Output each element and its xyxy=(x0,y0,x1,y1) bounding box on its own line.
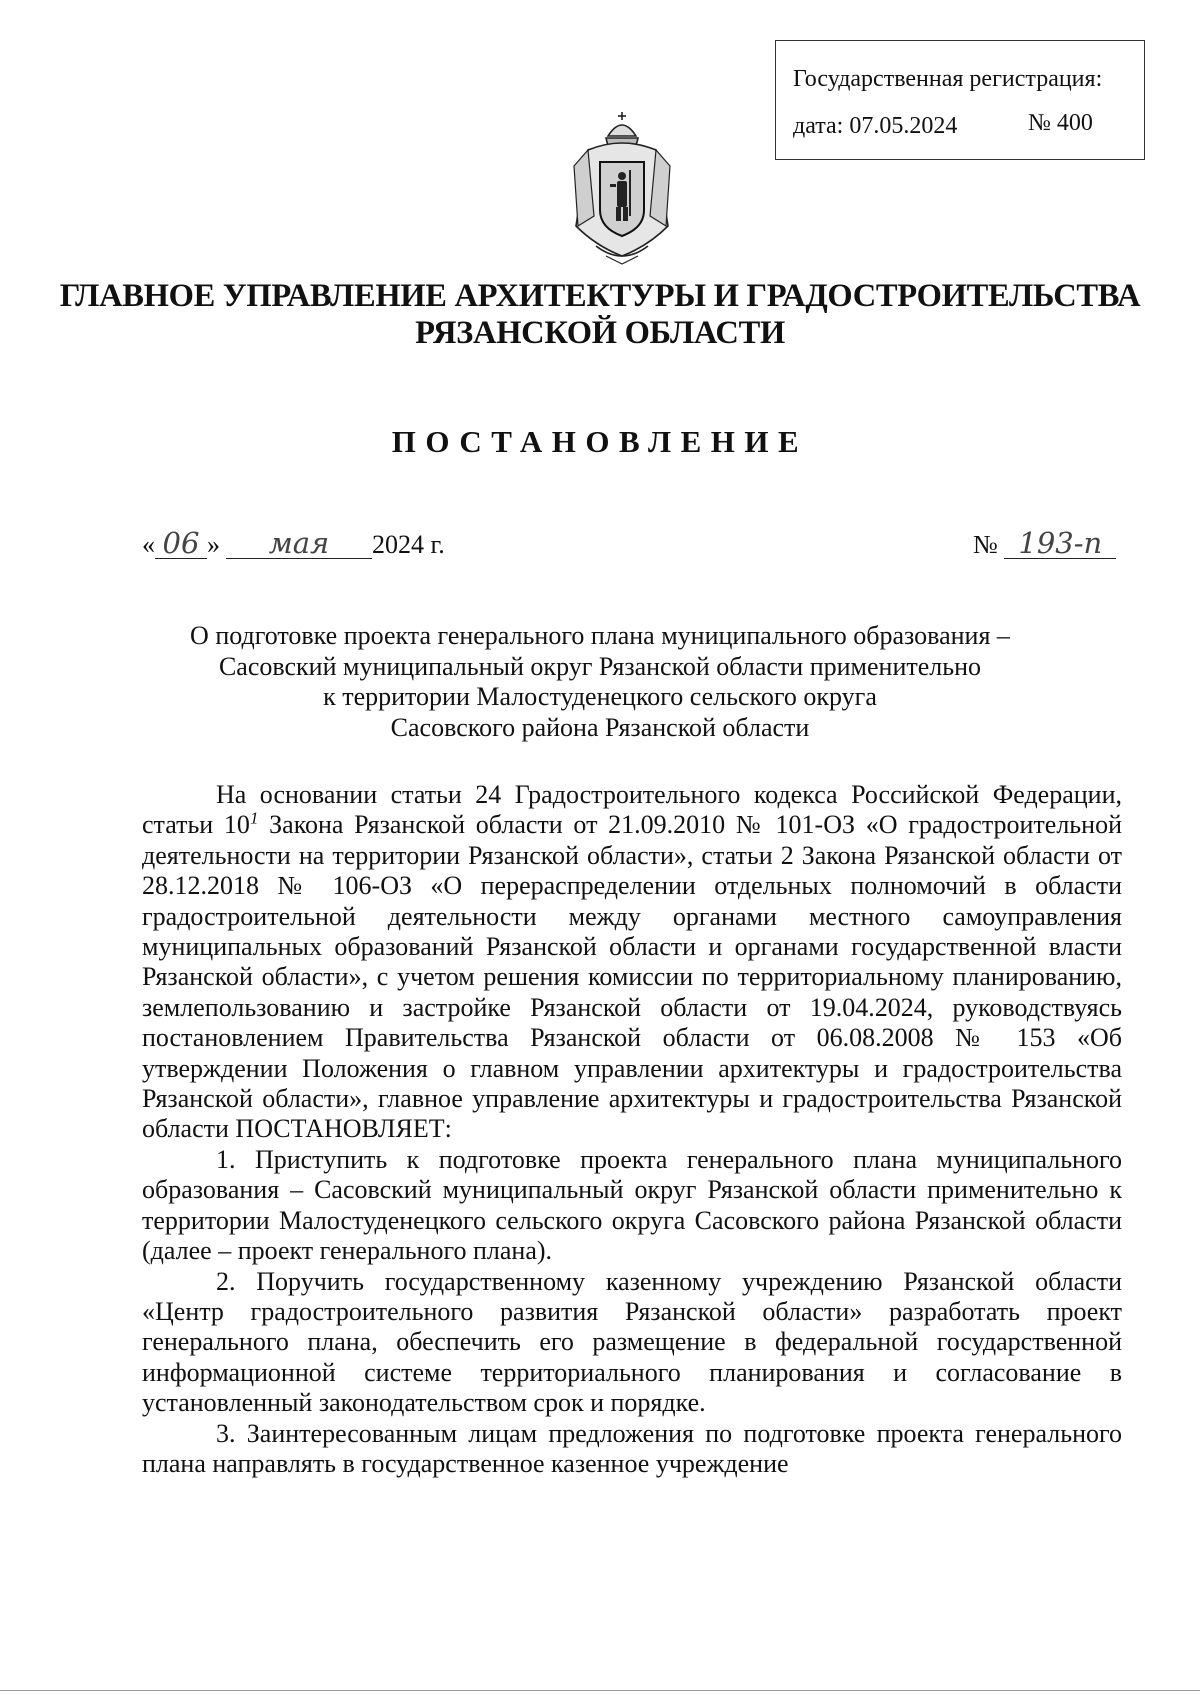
preamble-superscript: 1 xyxy=(249,808,259,828)
document-type: ПОСТАНОВЛЕНИЕ xyxy=(391,424,809,459)
issuing-authority-line2: РЯЗАНСКОЙ ОБЛАСТИ xyxy=(415,315,785,351)
document-body xyxy=(142,780,1122,1479)
date-day: 06 xyxy=(155,528,207,559)
date-close-quote: » xyxy=(207,530,220,559)
clause-2: 2. Поручить государственному казенному учреждению Рязанской области «Центр градостроительного развития Рязанской области» разработать проект генерального плана, обеспечить его размещение в федеральной государственной информационной системе территориального планирования и согласование в установленный законодательством срок и порядке. xyxy=(142,1266,1122,1418)
ryazan-coat-of-arms-icon xyxy=(568,106,676,268)
registration-title: Государственная регистрация: xyxy=(793,66,1103,92)
date-year: 2024 г. xyxy=(372,530,445,559)
registration-stamp xyxy=(775,40,1145,160)
subject-line: Сасовского района Рязанской области xyxy=(390,712,810,742)
registration-number: № 400 xyxy=(1028,110,1093,136)
number-prefix: № xyxy=(973,530,998,559)
document-number xyxy=(973,528,1116,560)
preamble-paragraph xyxy=(142,780,1122,1145)
date-open-quote: « xyxy=(142,530,155,559)
page-bottom-edge xyxy=(0,1690,1200,1691)
preamble-part2: Закона Рязанской области от 21.09.2010 № 101-ОЗ «О градостроительной деятельности на территории Рязанской области», статьи 2 Закона Рязанской области от 28.12.2018 № 106-ОЗ «О перераспределении отдельных полномочий в области градостроительной деятельности между органами местного самоуправления муниципальных образований Рязанской области и органами государственной власти Рязанской области», с учетом решения комиссии по территориальному планированию, землепользованию и застройке Рязанской области от 19.04.2024, руководствуясь постановлением Правительства Рязанской области от 06.08.2008 № 153 «Об утверждении Положения о главном управлении архитектуры и градостроительства Рязанской области», главное управление архитектуры и градостроительства Рязанской области ПОСТАНОВЛЯЕТ: xyxy=(142,810,1122,1144)
document-subject xyxy=(0,621,1200,743)
registration-date: дата: 07.05.2024 xyxy=(793,113,958,139)
issuing-authority-line1: ГЛАВНОЕ УПРАВЛЕНИЕ АРХИТЕКТУРЫ И ГРАДОСТРОИТЕЛЬСТВА xyxy=(59,278,1141,314)
issuing-authority xyxy=(0,278,1200,352)
number-value: 193-п xyxy=(1004,528,1116,559)
clause-3: 3. Заинтересованным лицам предложения по подготовке проекта генерального плана направлять в государственное казенное учреждение xyxy=(142,1418,1122,1478)
subject-line: к территории Малостуденецкого сельского округа xyxy=(323,682,877,711)
subject-line: О подготовке проекта генерального плана муниципального образования – xyxy=(190,621,1010,650)
clause-1: 1. Приступить к подготовке проекта генерального плана муниципального образования – Сасовский муниципальный округ Рязанской области применительно к территории Малостуденецкого сельского округа Сасовского района Рязанской области (далее – проект генерального плана). xyxy=(142,1144,1122,1266)
preamble-part1: На основании статьи 24 Градостроительного кодекса Российской Федерации, статьи 10 xyxy=(142,780,1122,840)
date-month: мая xyxy=(226,528,372,559)
document-date xyxy=(142,528,445,560)
subject-line: Сасовский муниципальный округ Рязанской области применительно xyxy=(218,651,982,681)
